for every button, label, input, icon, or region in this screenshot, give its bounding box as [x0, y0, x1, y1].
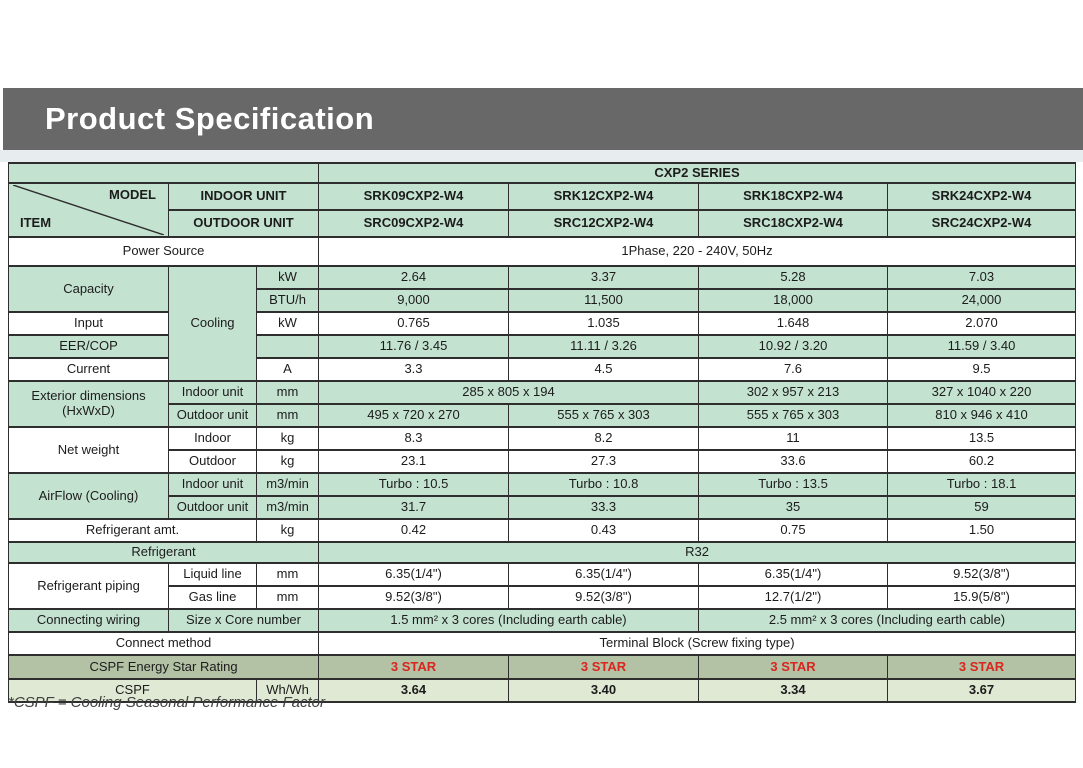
sub-label-cell: Indoor unit — [169, 473, 257, 496]
capacity-kw-row — [9, 266, 1076, 289]
unit-cell: m3/min — [257, 473, 319, 496]
unit-cell — [257, 335, 319, 358]
unit-cell: A — [257, 358, 319, 381]
value-cell: 1.50 — [888, 519, 1076, 542]
unit-cell: mm — [257, 404, 319, 427]
row-label-cell: Power Source — [9, 237, 319, 266]
page-title: Product Specification — [45, 101, 375, 136]
section-banner — [3, 88, 1083, 150]
star-rating-cell: 3 STAR — [319, 655, 509, 679]
row-label-cell: Current — [9, 358, 169, 381]
unit-cell: kW — [257, 266, 319, 289]
value-cell: 1Phase, 220 - 240V, 50Hz — [319, 237, 1076, 266]
row-label-cell: Connect method — [9, 632, 319, 655]
value-cell: R32 — [319, 542, 1076, 563]
model-item-corner-cell — [9, 183, 169, 237]
value-cell: 6.35(1/4") — [319, 563, 509, 586]
value-cell: 31.7 — [319, 496, 509, 519]
value-cell: 302 x 957 x 213 — [699, 381, 888, 404]
value-cell: Turbo : 18.1 — [888, 473, 1076, 496]
row-label-cell: Exterior dimensions (HxWxD) — [9, 381, 169, 427]
unit-cell: Wh/Wh — [257, 679, 319, 702]
series-title-row — [9, 163, 1076, 183]
value-cell: 9.5 — [888, 358, 1076, 381]
value-cell: 27.3 — [509, 450, 699, 473]
sub-label-cell: Gas line — [169, 586, 257, 609]
value-cell: 9.52(3/8") — [319, 586, 509, 609]
value-cell: 24,000 — [888, 289, 1076, 312]
star-rating-cell: 3 STAR — [699, 655, 888, 679]
value-cell: 23.1 — [319, 450, 509, 473]
unit-cell: kg — [257, 427, 319, 450]
value-cell: 60.2 — [888, 450, 1076, 473]
sub-label-cell: Indoor — [169, 427, 257, 450]
value-cell: 3.34 — [699, 679, 888, 702]
value-cell: Turbo : 10.5 — [319, 473, 509, 496]
piping-gas-row — [9, 586, 1076, 609]
corner-model-label: MODEL — [109, 187, 156, 202]
sub-label-cell: Outdoor unit — [169, 496, 257, 519]
power-source-row — [9, 237, 1076, 266]
model-cell: SRC09CXP2-W4 — [319, 210, 509, 237]
value-cell: Turbo : 13.5 — [699, 473, 888, 496]
row-label-cell: Capacity — [9, 266, 169, 312]
value-cell: 35 — [699, 496, 888, 519]
corner-diagonal — [13, 185, 164, 235]
value-cell: 9.52(3/8") — [509, 586, 699, 609]
unit-cell: BTU/h — [257, 289, 319, 312]
sub-label-cell: Size x Core number — [169, 609, 319, 632]
value-cell: 15.9(5/8") — [888, 586, 1076, 609]
model-cell: SRK09CXP2-W4 — [319, 183, 509, 210]
value-cell: 3.40 — [509, 679, 699, 702]
net-weight-indoor-row — [9, 427, 1076, 450]
value-cell: 2.64 — [319, 266, 509, 289]
value-cell: 3.37 — [509, 266, 699, 289]
refrigerant-amt-row — [9, 519, 1076, 542]
model-cell: SRC18CXP2-W4 — [699, 210, 888, 237]
value-cell: 285 x 805 x 194 — [319, 381, 699, 404]
outdoor-unit-header-cell: OUTDOOR UNIT — [169, 210, 319, 237]
value-cell: 327 x 1040 x 220 — [888, 381, 1076, 404]
model-cell: SRK12CXP2-W4 — [509, 183, 699, 210]
value-cell: 4.5 — [509, 358, 699, 381]
cooling-group-cell: Cooling — [169, 266, 257, 381]
value-cell: 1.5 mm² x 3 cores (Including earth cable) — [319, 609, 699, 632]
sub-label-cell: Liquid line — [169, 563, 257, 586]
unit-cell: mm — [257, 381, 319, 404]
value-cell: 495 x 720 x 270 — [319, 404, 509, 427]
indoor-unit-header-cell: INDOOR UNIT — [169, 183, 319, 210]
sub-label-cell: Outdoor — [169, 450, 257, 473]
piping-liquid-row — [9, 563, 1076, 586]
row-label-cell: Net weight — [9, 427, 169, 473]
airflow-indoor-row — [9, 473, 1076, 496]
value-cell: 33.3 — [509, 496, 699, 519]
value-cell: 3.67 — [888, 679, 1076, 702]
unit-cell: kg — [257, 450, 319, 473]
value-cell: 1.035 — [509, 312, 699, 335]
series-title-spacer-cell — [9, 163, 319, 183]
value-cell: 0.43 — [509, 519, 699, 542]
refrigerant-row — [9, 542, 1076, 563]
value-cell: 7.6 — [699, 358, 888, 381]
unit-cell: kg — [257, 519, 319, 542]
value-cell: 0.765 — [319, 312, 509, 335]
series-title-cell: CXP2 SERIES — [319, 163, 1076, 183]
sub-label-cell: Outdoor unit — [169, 404, 257, 427]
value-cell: 7.03 — [888, 266, 1076, 289]
value-cell: 10.92 / 3.20 — [699, 335, 888, 358]
row-label-cell: Connecting wiring — [9, 609, 169, 632]
row-label-cell: Input — [9, 312, 169, 335]
model-cell: SRC12CXP2-W4 — [509, 210, 699, 237]
outdoor-model-row — [9, 210, 1076, 237]
value-cell: 3.64 — [319, 679, 509, 702]
star-rating-cell: 3 STAR — [888, 655, 1076, 679]
value-cell: 8.2 — [509, 427, 699, 450]
value-cell: Turbo : 10.8 — [509, 473, 699, 496]
value-cell: 555 x 765 x 303 — [699, 404, 888, 427]
value-cell: 810 x 946 x 410 — [888, 404, 1076, 427]
exterior-outdoor-row — [9, 404, 1076, 427]
row-label-cell: Refrigerant — [9, 542, 319, 563]
unit-cell: mm — [257, 563, 319, 586]
airflow-outdoor-row — [9, 496, 1076, 519]
sub-label-cell: Indoor unit — [169, 381, 257, 404]
cspf-rating-row — [9, 655, 1076, 679]
row-label-cell: CSPF — [9, 679, 257, 702]
model-cell: SRK24CXP2-W4 — [888, 183, 1076, 210]
value-cell: 59 — [888, 496, 1076, 519]
unit-cell: m3/min — [257, 496, 319, 519]
value-cell: 2.5 mm² x 3 cores (Including earth cable) — [699, 609, 1076, 632]
corner-item-label: ITEM — [20, 215, 52, 231]
row-label-cell: Refrigerant amt. — [9, 519, 257, 542]
value-cell: 0.42 — [319, 519, 509, 542]
banner-underline-strip — [0, 150, 1083, 162]
value-cell: 11.76 / 3.45 — [319, 335, 509, 358]
indoor-model-row — [9, 183, 1076, 210]
row-label-cell: EER/COP — [9, 335, 169, 358]
value-cell: Terminal Block (Screw fixing type) — [319, 632, 1076, 655]
connecting-wiring-row — [9, 609, 1076, 632]
spec-table — [8, 162, 1076, 703]
value-cell: 0.75 — [699, 519, 888, 542]
cspf-footnote: *CSPF = Cooling Seasonal Performance Factor — [8, 694, 325, 711]
exterior-indoor-row — [9, 381, 1076, 404]
connect-method-row — [9, 632, 1076, 655]
value-cell: 11 — [699, 427, 888, 450]
value-cell: 1.648 — [699, 312, 888, 335]
value-cell: 18,000 — [699, 289, 888, 312]
value-cell: 3.3 — [319, 358, 509, 381]
value-cell: 8.3 — [319, 427, 509, 450]
star-rating-cell: 3 STAR — [509, 655, 699, 679]
net-weight-outdoor-row — [9, 450, 1076, 473]
value-cell: 9.52(3/8") — [888, 563, 1076, 586]
value-cell: 5.28 — [699, 266, 888, 289]
value-cell: 555 x 765 x 303 — [509, 404, 699, 427]
value-cell: 33.6 — [699, 450, 888, 473]
unit-cell: mm — [257, 586, 319, 609]
value-cell: 11.59 / 3.40 — [888, 335, 1076, 358]
value-cell: 11,500 — [509, 289, 699, 312]
value-cell: 9,000 — [319, 289, 509, 312]
row-label-cell: AirFlow (Cooling) — [9, 473, 169, 519]
row-label-cell: CSPF Energy Star Rating — [9, 655, 319, 679]
unit-cell: kW — [257, 312, 319, 335]
value-cell: 13.5 — [888, 427, 1076, 450]
row-label-cell: Refrigerant piping — [9, 563, 169, 609]
value-cell: 12.7(1/2") — [699, 586, 888, 609]
value-cell: 2.070 — [888, 312, 1076, 335]
value-cell: 11.11 / 3.26 — [509, 335, 699, 358]
model-cell: SRK18CXP2-W4 — [699, 183, 888, 210]
model-cell: SRC24CXP2-W4 — [888, 210, 1076, 237]
value-cell: 6.35(1/4") — [509, 563, 699, 586]
value-cell: 6.35(1/4") — [699, 563, 888, 586]
